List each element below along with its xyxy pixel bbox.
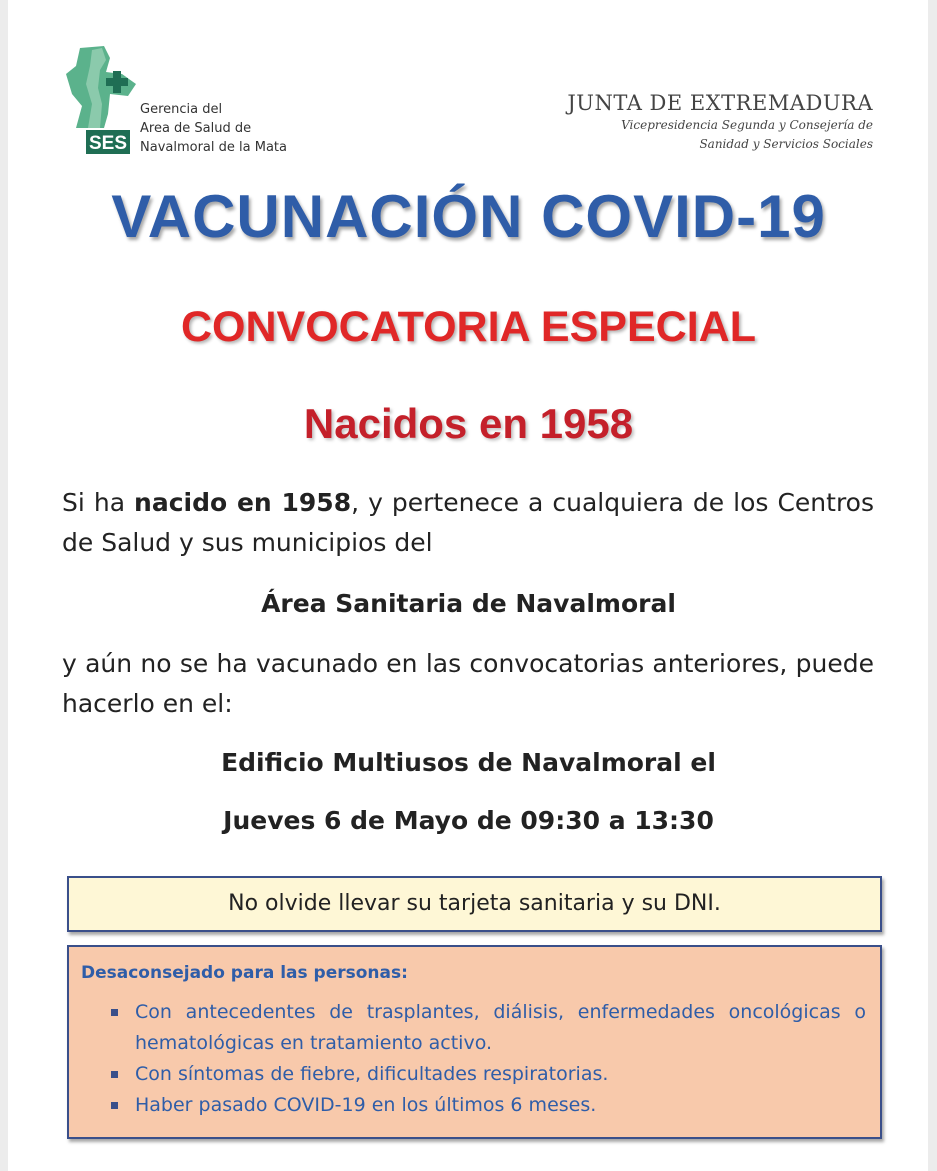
edificio-text: Edificio Multiusos de Navalmoral el bbox=[221, 748, 716, 777]
convocatoria-title: CONVOCATORIA ESPECIAL bbox=[181, 303, 756, 351]
bullet-square-icon bbox=[111, 1102, 118, 1109]
intro-bold: nacido en 1958 bbox=[134, 488, 352, 517]
list-item-text: Con antecedentes de trasplantes, diálisis, enfermedades oncológicas o hematológicas en tratamiento activo. bbox=[135, 1001, 866, 1054]
bullet-square-icon bbox=[111, 1071, 118, 1078]
ses-logo bbox=[62, 44, 142, 156]
notice-text: No olvide llevar su tarjeta sanitaria y su DNI. bbox=[228, 891, 721, 916]
intro-paragraph bbox=[62, 483, 874, 563]
junta-sub-line: Sanidad y Servicios Sociales bbox=[699, 137, 873, 151]
warning-box bbox=[67, 945, 882, 1139]
nacidos-title: Nacidos en 1958 bbox=[303, 400, 634, 447]
list-item-text: Con síntomas de fiebre, dificultades respiratorias. bbox=[135, 1063, 609, 1085]
list-item bbox=[81, 1059, 866, 1090]
notice-box bbox=[67, 876, 882, 932]
fecha-text: Jueves 6 de Mayo de 09:30 a 13:30 bbox=[223, 806, 714, 835]
ses-line: Gerencia del bbox=[140, 102, 223, 117]
junta-title: JUNTA DE EXTREMADURA bbox=[567, 91, 873, 115]
list-item bbox=[81, 997, 866, 1059]
ses-logo-text: SES bbox=[88, 133, 128, 154]
ses-line: Area de Salud de bbox=[140, 121, 252, 136]
warning-list bbox=[81, 997, 866, 1121]
ses-line: Navalmoral de la Mata bbox=[140, 140, 287, 155]
page-edge-right bbox=[928, 0, 937, 1171]
area-sanitaria: Área Sanitaria de Navalmoral bbox=[261, 589, 676, 618]
intro-pre: Si ha bbox=[62, 488, 135, 517]
page-edge-left bbox=[0, 0, 8, 1171]
intro-post: , y pertenece a cualquiera de los Centros de Salud y sus municipios del bbox=[62, 488, 874, 557]
main-title: VACUNACIÓN COVID-19 bbox=[111, 183, 826, 250]
warning-title: Desaconsejado para las personas: bbox=[81, 963, 408, 983]
list-item bbox=[81, 1090, 866, 1121]
ses-area-name bbox=[140, 100, 287, 157]
second-paragraph: y aún no se ha vacunado en las convocatorias anteriores, puede hacerlo en el: bbox=[62, 649, 874, 718]
bullet-square-icon bbox=[111, 1009, 118, 1016]
junta-header bbox=[567, 90, 873, 154]
junta-sub-line: Vicepresidencia Segunda y Consejería de bbox=[621, 118, 873, 132]
list-item-text: Haber pasado COVID-19 en los últimos 6 meses. bbox=[135, 1094, 597, 1116]
